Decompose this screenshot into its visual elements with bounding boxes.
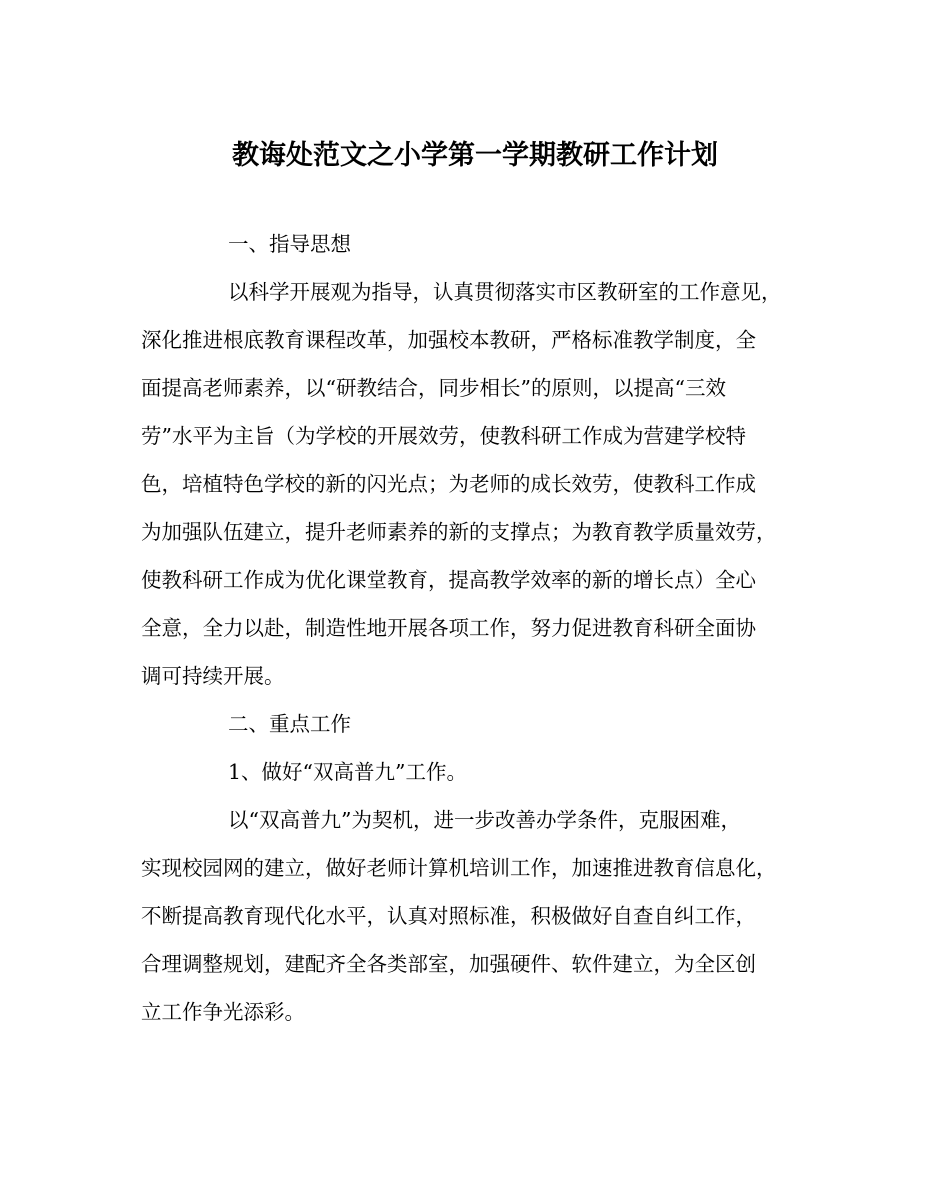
paragraph-line: 立工作争光添彩。 bbox=[141, 1000, 305, 1024]
section-heading-guiding-thought: 一、指导思想 bbox=[228, 232, 351, 256]
paragraph-line: 面提高老师素养，以“研教结合，同步相长”的原则，以提高“三效 bbox=[141, 376, 726, 400]
paragraph-line: 不断提高教育现代化水平，认真对照标准，积极做好自查自纠工作， bbox=[141, 904, 756, 928]
item-heading: 1、做好“双高普九”工作。 bbox=[228, 760, 468, 784]
paragraph-line: 深化推进根底教育课程改革，加强校本教研，严格标准教学制度，全 bbox=[141, 328, 756, 352]
document-title: 教诲处范文之小学第一学期教研工作计划 bbox=[232, 140, 718, 171]
paragraph-line: 调可持续开展。 bbox=[141, 664, 285, 688]
paragraph-line: 合理调整规划，建配齐全各类部室，加强硬件、软件建立，为全区创 bbox=[141, 952, 756, 976]
paragraph-line: 使教科研工作成为优化课堂教育，提高教学效率的新的增长点）全心 bbox=[141, 568, 756, 592]
paragraph-line: 以“双高普九”为契机，进一步改善办学条件，克服困难， bbox=[228, 808, 741, 832]
paragraph-line: 劳”水平为主旨（为学校的开展效劳，使教科研工作成为营建学校特 bbox=[141, 424, 746, 448]
paragraph-line: 实现校园网的建立，做好老师计算机培训工作，加速推进教育信息化， bbox=[141, 856, 777, 880]
paragraph-line: 以科学开展观为指导，认真贯彻落实市区教研室的工作意见， bbox=[228, 280, 782, 304]
section-heading-key-work: 二、重点工作 bbox=[228, 712, 351, 736]
paragraph-line: 为加强队伍建立，提升老师素养的新的支撑点；为教育教学质量效劳， bbox=[141, 520, 777, 544]
paragraph-line: 色，培植特色学校的新的闪光点；为老师的成长效劳，使教科工作成 bbox=[141, 472, 756, 496]
paragraph-line: 全意，全力以赴，制造性地开展各项工作，努力促进教育科研全面协 bbox=[141, 616, 756, 640]
document-body bbox=[141, 220, 805, 1036]
